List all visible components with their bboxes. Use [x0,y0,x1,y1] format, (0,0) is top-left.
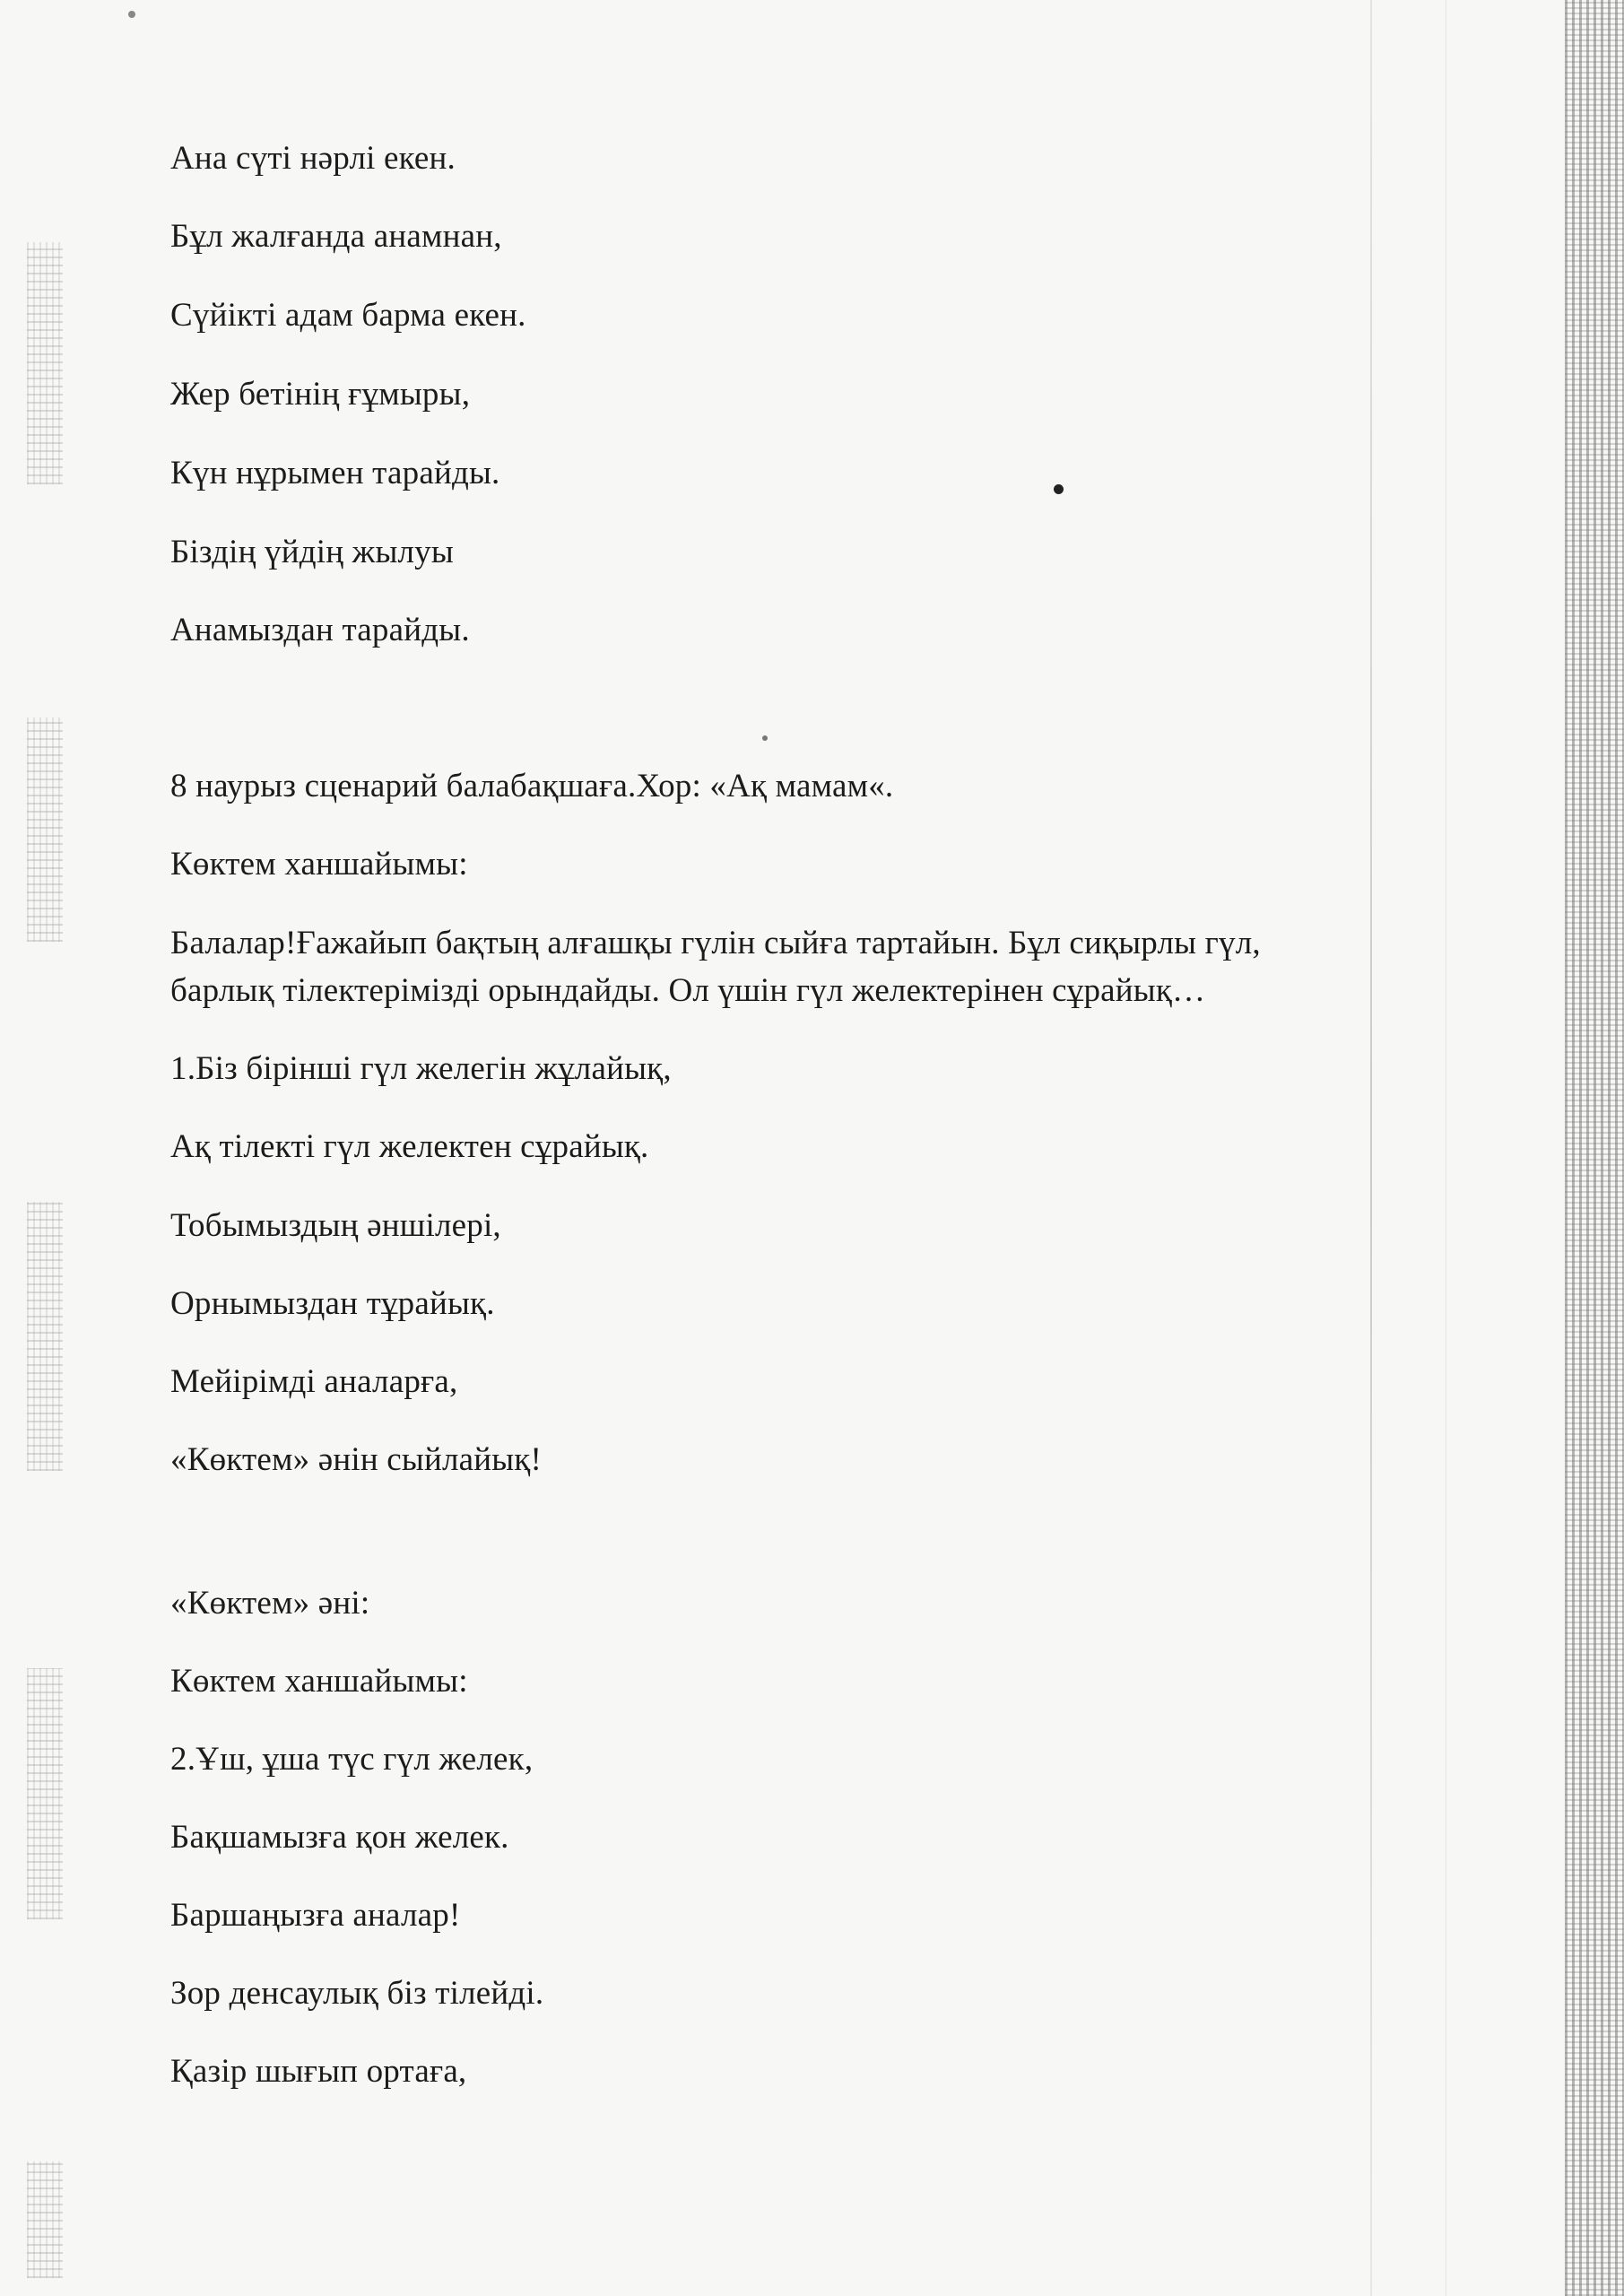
scan-noise-left-4 [27,1668,63,1919]
text-line: 1.Біз бірінші гүл желегін жұлайық, [170,1050,672,1087]
ink-speck-2 [762,735,768,741]
scan-noise-left-5 [27,2161,63,2278]
text-line: 2.Ұш, ұша түс гүл желек, [170,1741,534,1778]
song-label: «Көктем» әні: [170,1585,370,1622]
text-line: Мейірімді аналарға, [170,1363,458,1400]
text-line: Қазір шығып ортаға, [170,2053,467,2090]
scan-noise-left-3 [27,1202,63,1471]
scenario-title: 8 наурыз сценарий балабақшаға.Хор: «Ақ мамам«. [170,768,894,804]
text-line: барлық тілектерімізді орындайды. Ол үшін гүл желектерінен сұрайық… [170,972,1206,1009]
text-line: Орнымыздан тұрайық. [170,1285,495,1322]
scan-noise-right [1565,0,1624,2296]
text-line: Анамыздан тарайды. [170,612,470,648]
ink-dot [1054,484,1064,494]
text-line: Ана сүті нәрлі екен. [170,140,456,177]
speaker-label: Көктем ханшайымы: [170,846,468,883]
ink-speck [128,11,135,18]
text-line: Зор денсаулық біз тілейді. [170,1975,544,2012]
text-line: Жер бетінің ғұмыры, [170,376,471,413]
speaker-label: Көктем ханшайымы: [170,1663,468,1700]
scan-edge-line [1370,0,1372,2296]
text-line: Балалар!Ғажайып бақтың алғашқы гүлін сыйға тартайын. Бұл сиқырлы гүл, [170,925,1261,961]
text-line: Күн нұрымен тарайды. [170,455,500,491]
text-line: Баршаңызға аналар! [170,1897,461,1934]
text-line: Бақшамызға қон желек. [170,1819,509,1856]
scan-noise-left-1 [27,242,63,484]
text-line: «Көктем» әнін сыйлайық! [170,1441,543,1478]
scan-noise-left-2 [27,718,63,942]
text-line: Ақ тілекті гүл желектен сұрайық. [170,1128,649,1165]
text-line: Бұл жалғанда анамнан, [170,218,502,255]
text-line: Сүйікті адам барма екен. [170,297,526,334]
text-line: Біздің үйдің жылуы [170,534,454,570]
text-line: Тобымыздың әншілері, [170,1207,501,1244]
